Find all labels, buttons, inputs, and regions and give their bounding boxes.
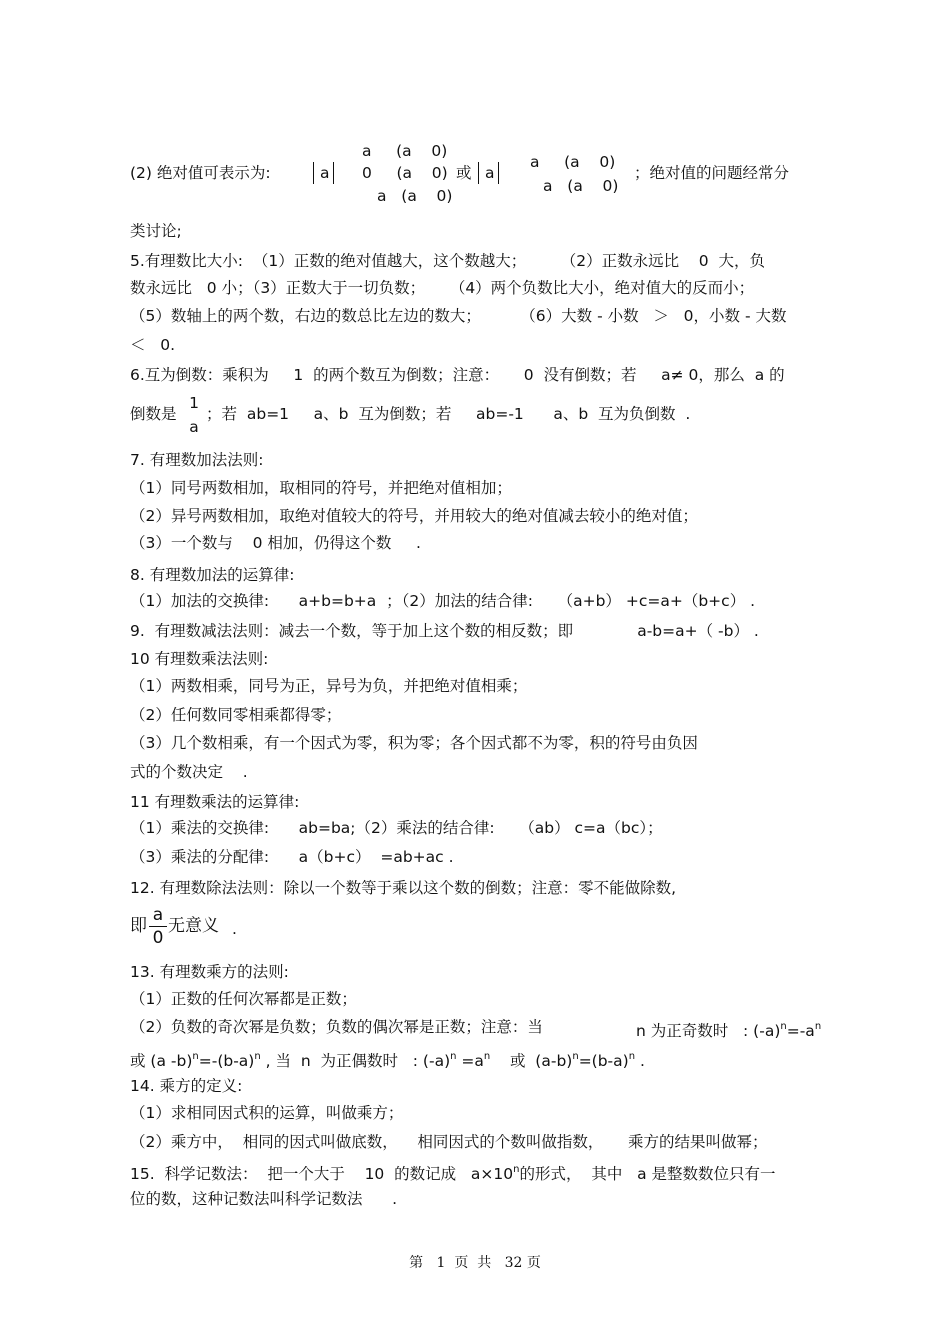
s7-item1: （1）同号两数相加，取相同的符号，并把绝对值相加； <box>130 479 512 497</box>
s10-item4: 式的个数决定 . <box>130 763 248 781</box>
s13-item3f: =(b-a) <box>578 1052 629 1070</box>
s6-post: ；若 ab=1 a、b 互为倒数；若 ab=-1 a、b 互为负倒数 . <box>206 405 691 423</box>
page-footer: 第 1 页 共 32 页 <box>409 1255 541 1271</box>
s12-post: 无意义 <box>168 916 219 936</box>
s5-line2: 数永远比 0 小；（3）正数大于一切负数； （4）两个负数比大小，绝对值大的反而小； <box>130 279 755 297</box>
s6-fraction-num: 1 <box>189 394 199 412</box>
abs-lhs1: a <box>320 164 330 182</box>
s6-pre: 倒数是 <box>130 405 177 423</box>
s13-exp: n <box>483 1051 491 1062</box>
s12-dot: . <box>232 920 237 938</box>
s13-item3g: . <box>635 1052 645 1070</box>
s12-fraction <box>149 905 167 948</box>
abs-case1-row1: a (a 0) <box>362 142 448 160</box>
s10-item2: （2）任何数同零相乘都得零； <box>130 706 342 724</box>
abs-bar-right-2 <box>498 162 499 184</box>
s11-item1: （1）乘法的交换律: ab=ba;（2）乘法的结合律: （ab） c=a（bc）； <box>130 819 663 837</box>
s13-exp: n <box>780 1021 787 1032</box>
s5-line3: （5）数轴上的两个数，右边的数总比左边的数大； （6）大数 - 小数 ＞ 0，小数 - 大数 <box>130 307 787 325</box>
s12-fraction-num: a <box>152 905 164 925</box>
abs-tail: ；绝对值的问题经常分 <box>634 164 790 182</box>
s13-exp: n <box>450 1051 457 1062</box>
abs-bar-left <box>313 162 314 184</box>
s13-exp: n <box>628 1051 636 1062</box>
s15-exp: n <box>513 1164 520 1175</box>
s14-title: 14. 乘方的定义: <box>130 1077 243 1095</box>
s9-line1: 9. 有理数减法法则：减去一个数，等于加上这个数的相反数；即 a-b=a+（ -b） . <box>130 622 759 640</box>
abs-case1-row2: 0 (a 0) <box>362 164 448 182</box>
s13-item3d: =a <box>456 1052 484 1070</box>
s13-title: 13. 有理数乘方的法则: <box>130 963 289 981</box>
s13-item3a: 或 (a -b) <box>130 1052 193 1070</box>
s13-exp: n <box>572 1051 579 1062</box>
s11-item2: （3）乘法的分配律: a（b+c） =ab+ac . <box>130 848 454 866</box>
s13-item3c: , 当 n 为正偶数时 : (-a) <box>260 1052 451 1070</box>
s15-line1a: 15. 科学记数法： 把一个大于 10 的数记成 a×10 <box>130 1165 514 1183</box>
abs-bar-right <box>333 162 334 184</box>
abs-lhs2: a <box>485 164 495 182</box>
s15-line1b: 的形式， 其中 a 是整数数位只有一 <box>519 1165 776 1183</box>
s8-title: 8. 有理数加法的运算律: <box>130 566 295 584</box>
s13-exp: n <box>254 1051 261 1062</box>
s13-item3e: 或 (a-b) <box>509 1052 573 1070</box>
s5-line1: 5.有理数比大小: （1）正数的绝对值越大，这个数越大； （2）正数永远比 0 大，负 <box>130 252 766 270</box>
abs-case2-row2: a (a 0) <box>543 177 619 195</box>
s14-item2: （2）乘方中， 相同的因式叫做底数， 相同因式的个数叫做指数， 乘方的结果叫做幂； <box>130 1133 768 1151</box>
s7-item3: （3）一个数与 0 相加，仍得这个数 . <box>130 534 421 552</box>
s6-line1: 6.互为倒数：乘积为 1 的两个数互为倒数；注意： 0 没有倒数；若 a≠ 0，那么 a 的 <box>130 366 785 384</box>
s12-pre: 即 <box>130 916 147 936</box>
s8-item1: （1）加法的交换律: a+b=b+a ；（2）加法的结合律: （a+b） +c=a+（b+c） . <box>130 592 756 610</box>
s10-item1: （1）两数相乘，同号为正，异号为负，并把绝对值相乘； <box>130 677 528 695</box>
s6-fraction-den: a <box>189 418 199 436</box>
s13-item3b: =-(b-a) <box>198 1052 255 1070</box>
s13-item2b: n 为正奇数时 : (-a) <box>636 1022 781 1040</box>
abs-case2-row1: a (a 0) <box>530 153 616 171</box>
s15-line2: 位的数，这种记数法叫科学记数法 . <box>130 1190 397 1208</box>
s12-line1: 12. 有理数除法法则：除以一个数等于乘以这个数的倒数；注意：零不能做除数, <box>130 879 677 897</box>
s13-item2c: =-a <box>786 1022 815 1040</box>
s11-title: 11 有理数乘法的运算律: <box>130 793 300 811</box>
s5-line4: ＜ 0. <box>130 336 176 354</box>
s13-exp: n <box>192 1051 199 1062</box>
s7-item2: （2）异号两数相加，取绝对值较大的符号，并用较大的绝对值减去较小的绝对值； <box>130 507 698 525</box>
abs-bar-left-2 <box>478 162 479 184</box>
s13-exp: n <box>814 1021 822 1032</box>
s6-fraction <box>185 393 203 437</box>
abs-case1-row3: a (a 0) <box>377 187 453 205</box>
s13-item3 <box>130 1047 645 1071</box>
s10-title: 10 有理数乘法法则: <box>130 650 269 668</box>
s7-title: 7. 有理数加法法则: <box>130 451 264 469</box>
abs-line2: 类讨论; <box>130 222 182 240</box>
abs-lead: (2) 绝对值可表示为: <box>130 164 271 182</box>
s13-item2-formula <box>636 1017 821 1041</box>
s12-fraction-den: 0 <box>152 928 164 948</box>
s14-item1: （1）求相同因式积的运算，叫做乘方； <box>130 1104 404 1122</box>
s13-item2a: （2）负数的奇次幂是负数；负数的偶次幂是正数；注意：当 <box>130 1018 543 1036</box>
s13-item1: （1）正数的任何次幂都是正数； <box>130 990 357 1008</box>
s15-line1 <box>130 1160 776 1184</box>
s10-item3: （3）几个数相乘，有一个因式为零，积为零；各个因式都不为零，积的符号由负因 <box>130 734 698 752</box>
abs-or: 或 <box>456 164 472 182</box>
